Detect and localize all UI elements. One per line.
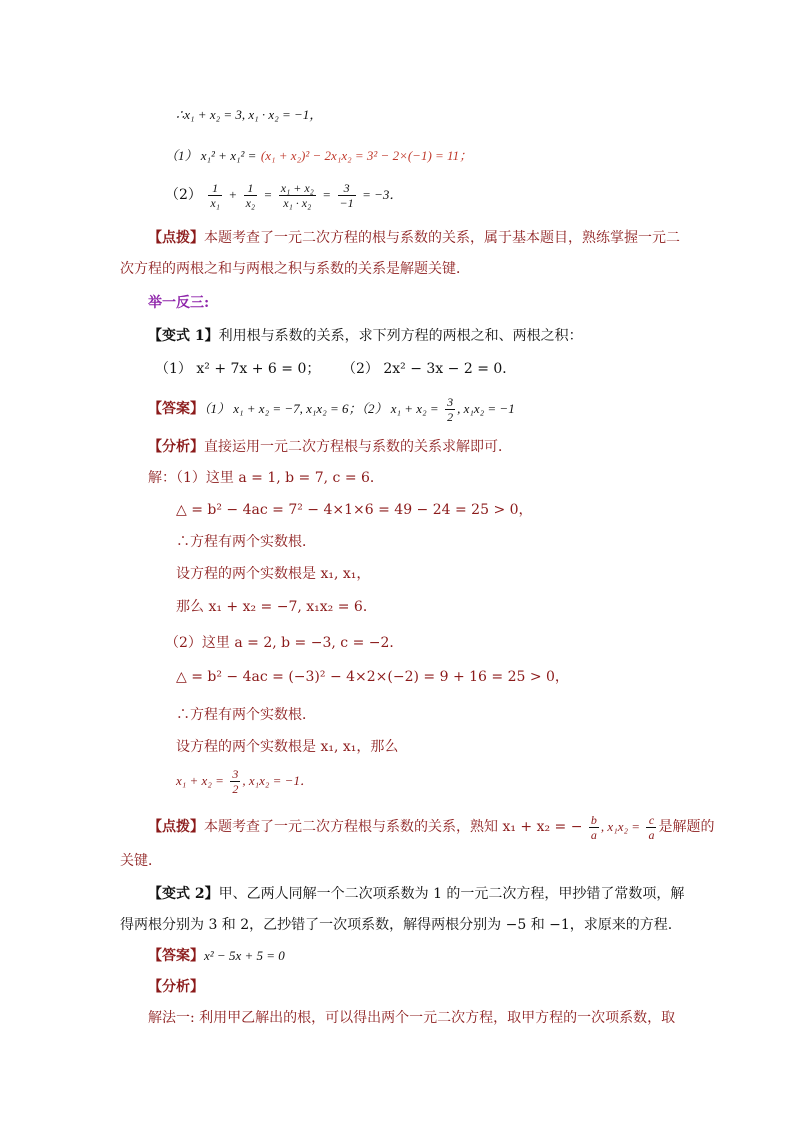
answer-text: （1） x₁ + x₂ = −7, x₁x₂ = 6；（2） x₁ + x₂ = <box>204 401 439 416</box>
frac-den: −1 <box>339 195 354 210</box>
fraction-1-over-x1 <box>208 181 222 210</box>
frac-num: 3 <box>447 394 454 409</box>
tip-paragraph-2-cont: 关键． <box>120 853 162 869</box>
part2-line <box>165 180 402 210</box>
tip-paragraph-1 <box>148 228 680 248</box>
solution-line-7: △ = b² − 4ac = (−3)² − 4×2×(−2) = 9 + 16 = 25 > 0， <box>176 669 569 685</box>
tip-paragraph-2 <box>148 812 714 842</box>
solution-text-tail: , x₁x₂ = −1． <box>242 773 313 788</box>
frac-den: x₁ <box>210 195 220 210</box>
frac-den: x₂ <box>245 195 256 210</box>
solution-line-9: 设方程的两个实数根是 x₁, x₁，那么 <box>176 739 399 755</box>
solution-line-2: △ = b² − 4ac = 7² − 4×1×6 = 49 − 24 = 25 > 0， <box>176 502 533 518</box>
part1-label: （1） x₁² + x₁² = <box>165 148 257 163</box>
variant-2-question <box>148 884 684 904</box>
part1-result: (x₁ + x₂)² − 2x₁x₂ = 3² − 2×(−1) = 11； <box>260 148 473 163</box>
result-value: = −3． <box>362 187 403 202</box>
variant-tag: 【变式 2】 <box>148 886 219 902</box>
tip-text: 本题考查了一元二次方程根与系数的关系，熟知 x₁ + x₂ = − <box>204 819 583 835</box>
solution-line-4: 设方程的两个实数根是 x₁, x₁， <box>176 566 371 582</box>
analysis-tag: 【分析】 <box>148 439 204 455</box>
answer-text-tail: , x₁x₂ = −1 <box>457 401 515 416</box>
solution-line-6: （2）这里 a = 2, b = −3, c = −2． <box>165 635 404 651</box>
answer-text: x² − 5x + 5 = 0 <box>204 948 285 963</box>
frac-num: c <box>646 813 656 828</box>
fraction-3-over-neg1 <box>338 181 356 210</box>
frac-num: 3 <box>232 766 239 781</box>
frac-num: b <box>590 812 597 827</box>
frac-num: 1 <box>244 181 258 196</box>
frac-den: 2 <box>447 409 454 424</box>
solution-line-8: ∴方程有两个实数根． <box>176 707 316 723</box>
frac-num: 3 <box>338 181 356 196</box>
fraction-3-over-2 <box>230 767 240 796</box>
variant-tag: 【变式 1】 <box>148 328 219 344</box>
solution-line-3: ∴方程有两个实数根． <box>176 534 316 550</box>
variant-text: 利用根与系数的关系，求下列方程的两根之和、两根之积： <box>218 328 583 344</box>
frac-den: x₁ · x₂ <box>283 195 312 210</box>
equals-sign: = <box>263 187 273 202</box>
fraction-c-over-a <box>646 813 656 842</box>
part2-label: （2） <box>165 187 202 203</box>
fraction-1-over-x2 <box>244 181 258 210</box>
analysis-text: 直接运用一元二次方程根与系数的关系求解即可． <box>204 439 512 455</box>
fraction-3-over-2 <box>445 395 455 424</box>
part1-line <box>165 146 472 166</box>
equation-sum-product: ∴x₁ + x₂ = 3, x₁ · x₂ = −1， <box>176 107 323 122</box>
tip-text: 本题考查了一元二次方程的根与系数的关系，属于基本题目，熟练掌握一元二 <box>204 230 680 246</box>
tip-tag: 【点拨】 <box>148 819 204 835</box>
variant-1-subq1: （1） x² + 7x + 6 = 0； <box>155 361 321 377</box>
answer-2 <box>148 946 285 966</box>
frac-den: 2 <box>232 781 239 796</box>
plus-sign: + <box>228 187 238 202</box>
answer-1 <box>148 394 515 424</box>
variant-2-question-cont: 得两根分别为 3 和 2，乙抄错了一次项系数，解得两根分别为 −5 和 −1，求原来的方程. <box>120 917 673 933</box>
variant-1-subq2: （2） 2x² − 3x − 2 = 0． <box>342 361 517 377</box>
frac-num: 1 <box>208 181 222 196</box>
tip-text-mid: , x₁x₂ = <box>600 819 641 834</box>
variant-1-question <box>148 326 583 346</box>
frac-num: x₁ + x₂ <box>280 180 314 195</box>
tip-paragraph-1-cont: 次方程的两根之和与两根之积与系数的关系是解题关键． <box>120 261 470 277</box>
method-1-line: 解法一: 利用甲乙解出的根，可以得出两个一元二次方程，取甲方程的一次项系数，取 <box>148 1010 676 1026</box>
analysis-1 <box>148 437 512 457</box>
frac-den: a <box>648 827 655 842</box>
answer-tag: 【答案】 <box>148 401 204 417</box>
solution-line-10 <box>176 766 313 796</box>
variant-text: 甲、乙两人同解一个二次项系数为 1 的一元二次方程，甲抄错了常数项，解 <box>218 886 685 902</box>
fraction-b-over-a <box>589 813 599 842</box>
tip-tag: 【点拨】 <box>148 230 204 246</box>
answer-tag: 【答案】 <box>148 948 204 964</box>
analysis-2-tag: 【分析】 <box>148 979 204 995</box>
equals-sign: = <box>322 187 332 202</box>
solution-text: x₁ + x₂ = <box>176 773 224 788</box>
solution-line-1: 解：（1）这里 a = 1, b = 7, c = 6． <box>148 470 384 486</box>
fraction-sum-over-product <box>279 181 316 210</box>
frac-den: a <box>590 827 597 842</box>
solution-line-5: 那么 x₁ + x₂ = −7, x₁x₂ = 6． <box>176 599 377 615</box>
section-heading: 举一反三: <box>148 295 210 311</box>
tip-text-tail: 是解题的 <box>658 819 715 835</box>
